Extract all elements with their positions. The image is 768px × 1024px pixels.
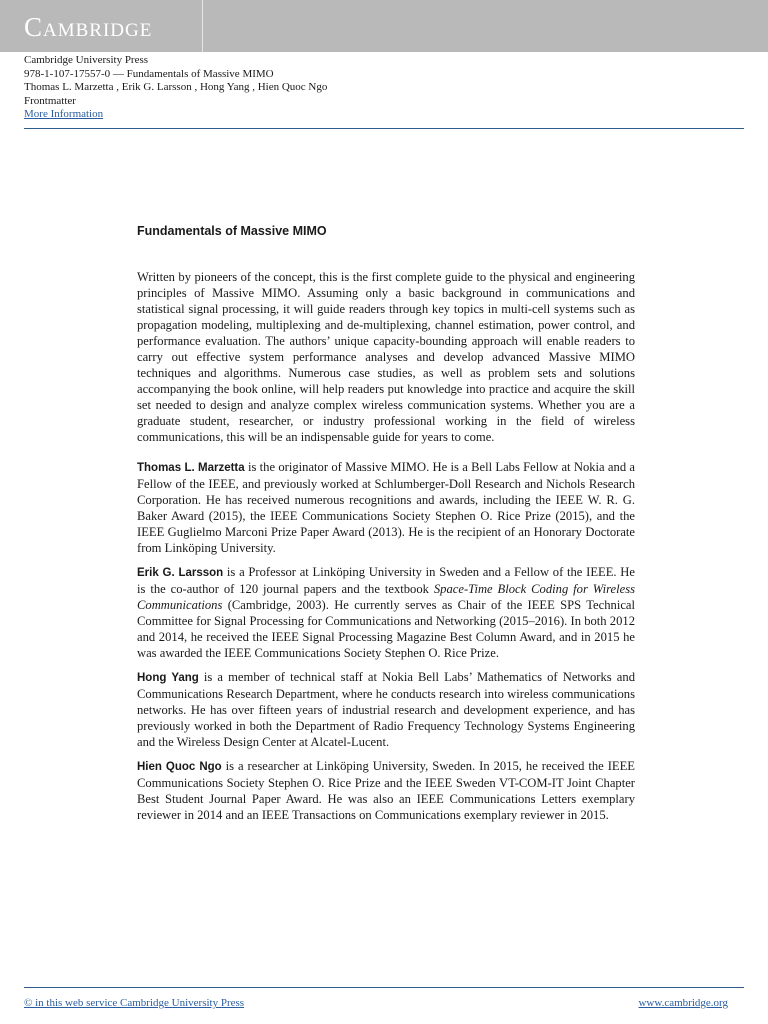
copyright-link[interactable]: © in this web service Cambridge University Press	[24, 997, 245, 1009]
author-name: Erik G. Larsson	[137, 567, 224, 579]
book-metadata	[24, 54, 327, 122]
author-bio-marzetta	[137, 459, 635, 556]
author-bio-yang	[137, 669, 635, 750]
footer-website	[638, 996, 728, 1010]
author-name: Hong Yang	[137, 672, 199, 684]
isbn-line: 978-1-107-17557-0 — Fundamentals of Massive MIMO	[24, 67, 274, 80]
authors-line: Thomas L. Marzetta , Erik G. Larsson , Hong Yang , Hien Quoc Ngo	[24, 81, 328, 94]
footer-divider	[24, 987, 744, 988]
page-title: Fundamentals of Massive MIMO	[137, 224, 327, 238]
cambridge-logo[interactable]: Cambridge	[24, 12, 153, 42]
author-bio-ngo	[137, 758, 635, 823]
footer-copyright	[24, 996, 244, 1010]
book-description: Written by pioneers of the concept, this is the first complete guide to the physical and engineering principles of Massive MIMO. Assuming only a basic background in communications and statistical signal processing, it will guide readers through key topics in multi-cell systems such as propagation modeling, multiplexing and de-multiplexing, channel estimation, power control, and performance evaluation. The authors’ unique capacity-bounding approach will enable readers to carry out effective system performance analyses and develop advanced Massive MIMO techniques and algorithms. Numerous case studies, as well as problem sets and solutions accompanying the book online, will help readers put knowledge into practice and acquire the skill set needed to design and analyze complex wireless communication systems. Whether you are a graduate student, researcher, or industry professional working in the field of wireless communications, this will be an indispensable guide for years to come.	[137, 270, 635, 444]
author-bio-larsson	[137, 564, 635, 661]
author-bio-text: is a Professor at Linköping University in Sweden and a Fellow of the IEEE. He is the co-author of 120 journal papers and the textbook	[137, 565, 635, 596]
section-line: Frontmatter	[24, 94, 76, 107]
author-bio-text: is a member of technical staff at Nokia Bell Labs’ Mathematics of Networks and Communications Research Department, where he conducts research into wireless communications networks. He has over fifteen years of industrial research and development experience, and has previously worked in both the Department of Radio Frequency Technology Systems Engineering and the Wireless Design Center at Alcatel-Lucent.	[137, 670, 635, 749]
author-bio-text: is a researcher at Linköping University, Sweden. In 2015, he received the IEEE Communications Society Stephen O. Rice Prize and the IEEE Sweden VT-COM-IT Joint Chapter Best Student Journal Paper Award. He was also an IEEE Communications Letters exemplary reviewer in 2014 and an IEEE Transactions on Communications exemplary reviewer in 2015.	[137, 759, 635, 822]
website-link[interactable]: www.cambridge.org	[638, 997, 728, 1009]
more-information-link[interactable]: More Information	[24, 108, 104, 121]
author-name: Hien Quoc Ngo	[137, 761, 222, 773]
brand-box	[0, 0, 203, 52]
book-title-italic: Space-Time Block Coding for Wireless Communications	[137, 582, 635, 612]
publisher-line: Cambridge University Press	[24, 54, 149, 66]
main-content	[137, 223, 635, 831]
author-bio-text: is the originator of Massive MIMO. He is a Bell Labs Fellow at Nokia and a Fellow of the IEEE, and previously worked at Schlumberger-Doll Research and Nichols Research Corporation. He has received numerous recognitions and awards, including the IEEE W. R. G. Baker Award (2015), the IEEE Communications Society Stephen O. Rice Prize (2015), and the IEEE Guglielmo Marconi Prize Paper Award (2013). He is the recipient of an Honorary Doctorate from Linköping University.	[137, 460, 636, 555]
header-divider	[24, 128, 744, 129]
author-name: Thomas L. Marzetta	[137, 462, 245, 474]
author-bio-text: (Cambridge, 2003). He currently serves as Chair of the IEEE SPS Technical Committee for Signal Processing for Communications and Networking (2015–2016). In both 2012 and 2014, he received the IEEE Signal Processing Magazine Best Column Award, and in 2015 he was awarded the IEEE Communications Society Stephen O. Rice Prize.	[137, 598, 635, 660]
